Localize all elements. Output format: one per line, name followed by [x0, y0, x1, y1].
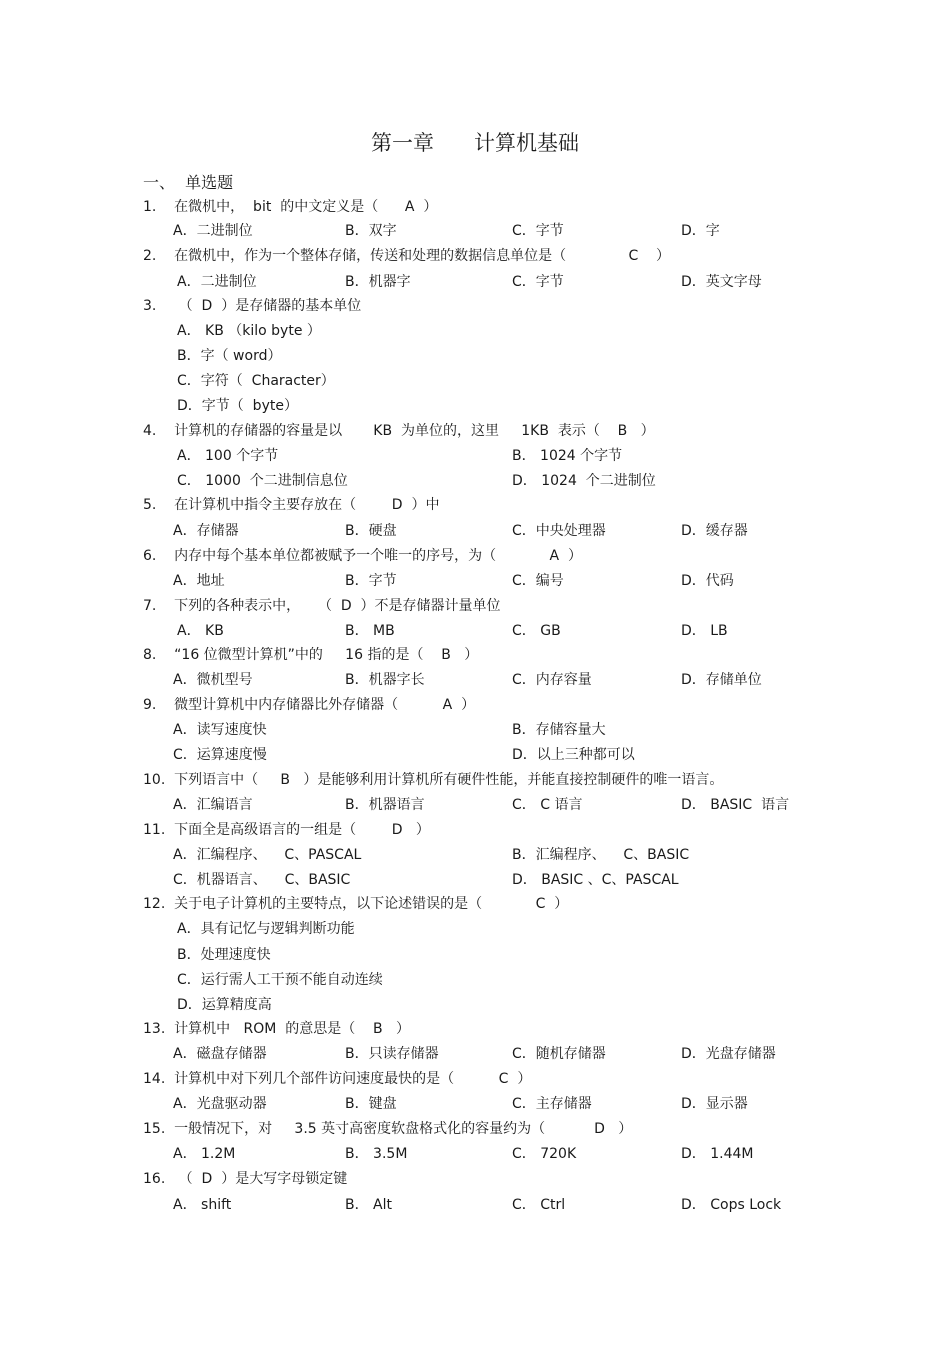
option-a: A． KB （kilo byte ）	[177, 323, 321, 339]
option-c: C．运算速度慢	[173, 747, 267, 763]
option-c: C． C 语言	[512, 797, 583, 813]
option-b: B．字节	[345, 573, 397, 589]
option-a: A．二进制位	[173, 223, 253, 239]
question-4: 4. 计算机的存储器的容量是以 KB 为单位的，这里 1KB 表示（ B ）	[143, 423, 655, 439]
option-c: C．中央处理器	[512, 523, 606, 539]
option-a: A．地址	[173, 573, 225, 589]
option-d: D．显示器	[681, 1096, 748, 1112]
option-c: C．字节	[512, 274, 564, 290]
option-b: B．处理速度快	[177, 947, 271, 963]
question-13: 13. 计算机中 ROM 的意思是（ B ）	[143, 1021, 410, 1037]
question-5: 5. 在计算机中指令主要存放在（ D ）中	[143, 497, 440, 513]
option-d: D． LB	[681, 623, 728, 639]
option-a: A． shift	[173, 1197, 232, 1213]
option-b: B． 3.5M	[345, 1146, 408, 1162]
chapter-title: 第一章 计算机基础	[370, 131, 580, 155]
question-14: 14. 计算机中对下列几个部件访问速度最快的是（ C ）	[143, 1071, 532, 1087]
question-10: 10. 下列语言中（ B ）是能够利用计算机所有硬件性能，并能直接控制硬件的唯一语言。	[143, 772, 724, 788]
question-2: 2. 在微机中，作为一个整体存储，传送和处理的数据信息单位是（ C ）	[143, 248, 671, 264]
option-a: A． 100 个字节	[177, 448, 279, 464]
option-a: A．微机型号	[173, 672, 253, 688]
option-d: D． Cops Lock	[681, 1197, 782, 1213]
option-b: B．字（ word）	[177, 348, 282, 364]
option-d: D．字	[681, 223, 720, 239]
option-c: C． 1000 个二进制信息位	[177, 473, 348, 489]
question-15: 15. 一般情况下，对 3.5 英寸高密度软盘格式化的容量约为（ D ）	[143, 1121, 633, 1137]
option-b: B．只读存储器	[345, 1046, 439, 1062]
option-b: B．机器字长	[345, 672, 425, 688]
option-c: C．机器语言、 C、BASIC	[173, 872, 351, 888]
option-b: B．机器语言	[345, 797, 425, 813]
option-c: C．编号	[512, 573, 564, 589]
option-a: A．二进制位	[177, 274, 257, 290]
option-a: A．具有记忆与逻辑判断功能	[177, 921, 355, 937]
question-1: 1. 在微机中， bit 的中文定义是（ A ）	[143, 199, 438, 215]
option-d: D． BASIC 、C、PASCAL	[512, 872, 679, 888]
option-c: C．主存储器	[512, 1096, 592, 1112]
option-d: D．存储单位	[681, 672, 762, 688]
question-9: 9. 微型计算机中内存储器比外存储器（ A ）	[143, 697, 476, 713]
option-c: C．字节	[512, 223, 564, 239]
option-b: B．双字	[345, 223, 397, 239]
option-a: A．汇编语言	[173, 797, 253, 813]
question-11: 11. 下面全是高级语言的一组是（ D ）	[143, 822, 430, 838]
option-b: B．机器字	[345, 274, 411, 290]
option-d: D．代码	[681, 573, 734, 589]
section-heading: 一、 单选题	[143, 173, 234, 192]
option-c: C． GB	[512, 623, 561, 639]
option-c: C．运行需人工干预不能自动连续	[177, 972, 383, 988]
option-c: C． Ctrl	[512, 1197, 566, 1213]
option-c: C．字符（ Character）	[177, 373, 335, 389]
question-12: 12. 关于电子计算机的主要特点，以下论述错误的是（ C ）	[143, 896, 569, 912]
option-d: D．缓存器	[681, 523, 748, 539]
option-a: A． 1.2M	[173, 1146, 236, 1162]
option-b: B．汇编程序、 C、BASIC	[512, 847, 690, 863]
option-b: B． MB	[345, 623, 395, 639]
option-c: C． 720K	[512, 1146, 577, 1162]
option-d: D．字节（ byte）	[177, 398, 298, 414]
option-b: B．硬盘	[345, 523, 397, 539]
option-d: D．光盘存储器	[681, 1046, 776, 1062]
question-7: 7. 下列的各种表示中， （ D ）不是存储器计量单位	[143, 598, 501, 614]
option-c: C．内存容量	[512, 672, 592, 688]
option-d: D．英文字母	[681, 274, 762, 290]
option-d: D． BASIC 语言	[681, 797, 790, 813]
option-d: D．以上三种都可以	[512, 747, 635, 763]
option-a: A．磁盘存储器	[173, 1046, 267, 1062]
question-6: 6. 内存中每个基本单位都被赋予一个唯一的序号，为（ A ）	[143, 548, 583, 564]
option-a: A．光盘驱动器	[173, 1096, 267, 1112]
option-d: D．运算精度高	[177, 997, 272, 1013]
option-b: B． 1024 个字节	[512, 448, 623, 464]
option-a: A．存储器	[173, 523, 239, 539]
option-a: A．汇编程序、 C、PASCAL	[173, 847, 362, 863]
question-16: 16. （ D ）是大写字母锁定键	[143, 1171, 348, 1187]
option-d: D． 1024 个二进制位	[512, 473, 656, 489]
option-c: C．随机存储器	[512, 1046, 606, 1062]
option-b: B．存储容量大	[512, 722, 606, 738]
option-b: B．键盘	[345, 1096, 397, 1112]
option-a: A． KB	[177, 623, 224, 639]
question-8: 8. “16 位微型计算机”中的 16 指的是（ B ）	[143, 647, 479, 663]
question-3: 3. （ D ）是存储器的基本单位	[143, 298, 362, 314]
option-d: D． 1.44M	[681, 1146, 754, 1162]
option-b: B． Alt	[345, 1197, 393, 1213]
option-a: A．读写速度快	[173, 722, 267, 738]
